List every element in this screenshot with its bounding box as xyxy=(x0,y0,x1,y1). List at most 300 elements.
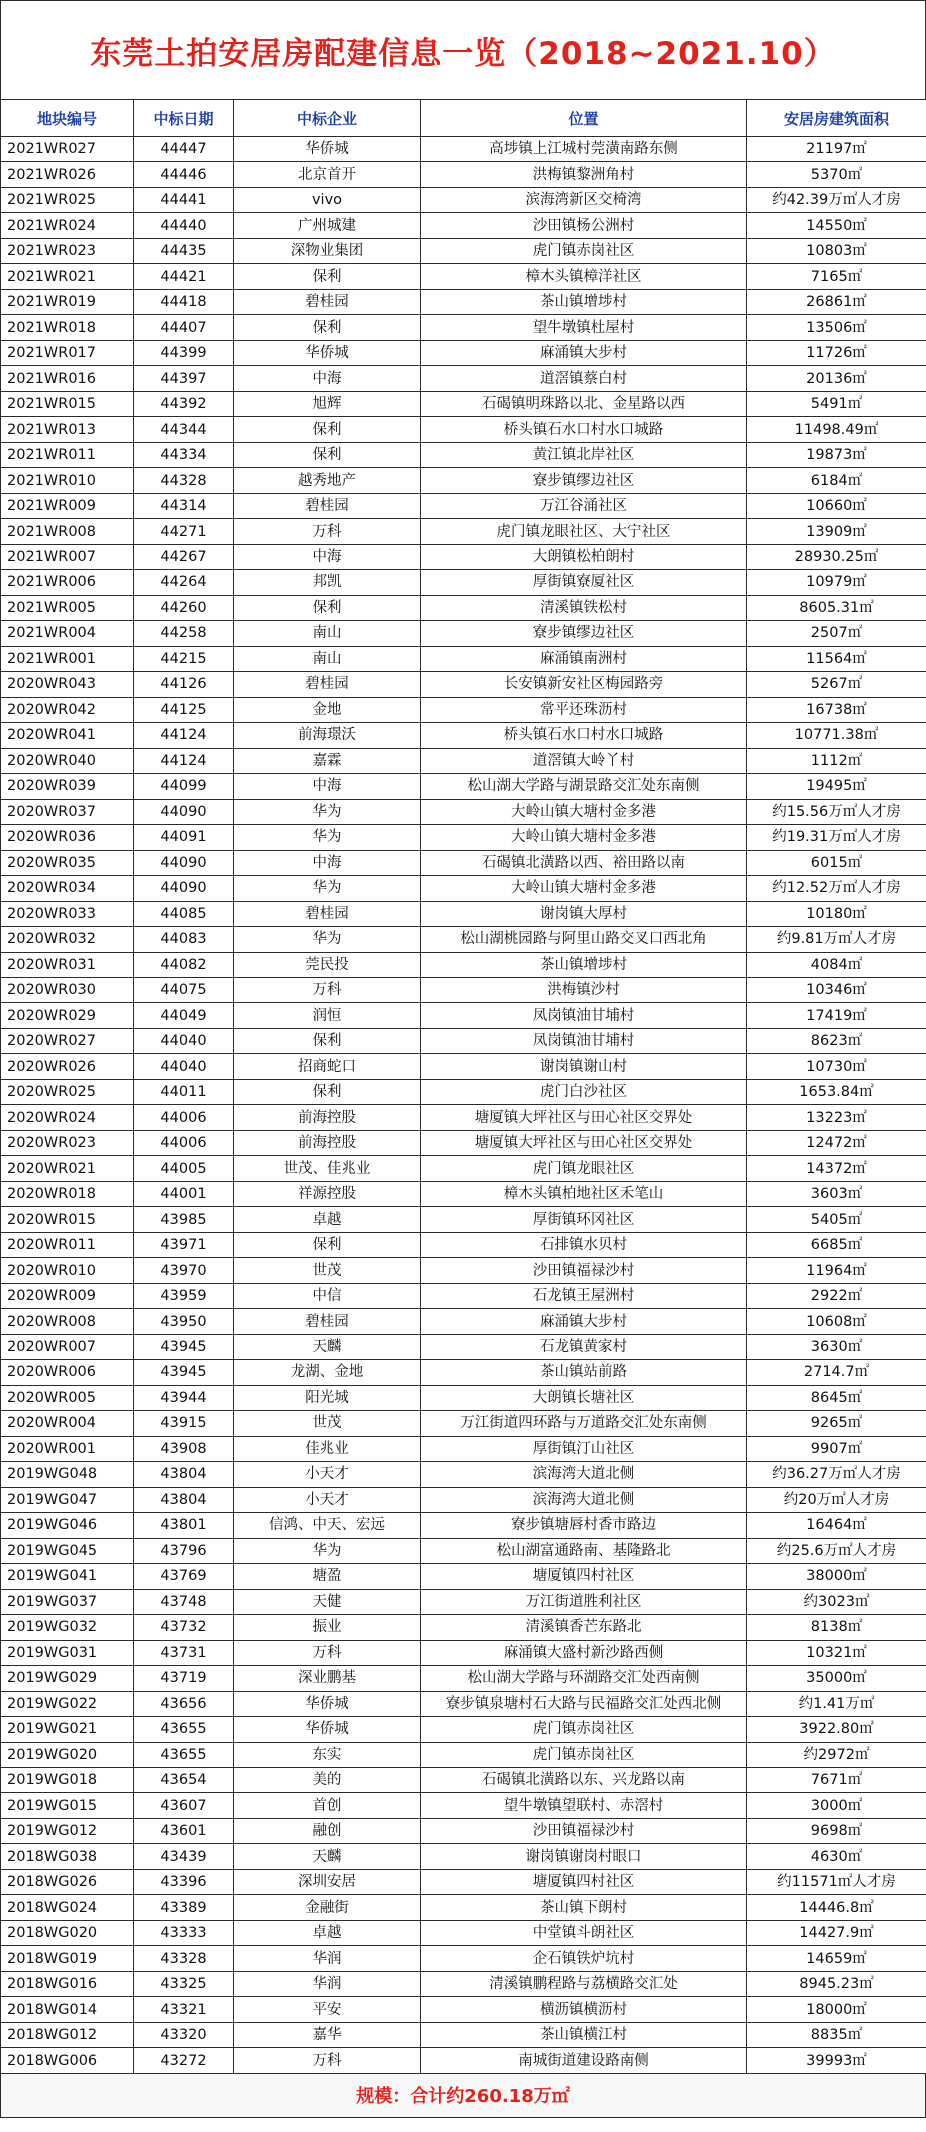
company-cell: 碧桂园 xyxy=(234,901,421,926)
plot-code-cell: 2020WR004 xyxy=(1,1411,134,1436)
table-row xyxy=(1,1844,926,1869)
area-cell: 约20万㎡人才房 xyxy=(747,1487,926,1512)
company-cell: 华侨城 xyxy=(234,340,421,365)
plot-code-cell: 2021WR009 xyxy=(1,493,134,518)
location-cell: 滨海湾大道北侧 xyxy=(421,1462,747,1487)
win-date-cell: 44267 xyxy=(134,544,234,569)
area-cell: 10979㎡ xyxy=(747,570,926,595)
plot-code-cell: 2020WR026 xyxy=(1,1054,134,1079)
company-cell: 华为 xyxy=(234,825,421,850)
plot-code-cell: 2019WG047 xyxy=(1,1487,134,1512)
table-row xyxy=(1,1462,926,1487)
win-date-cell: 43601 xyxy=(134,1818,234,1843)
table-row xyxy=(1,748,926,773)
win-date-cell: 43333 xyxy=(134,1920,234,1945)
table-row xyxy=(1,1130,926,1155)
plot-code-cell: 2019WG048 xyxy=(1,1462,134,1487)
company-cell: 保利 xyxy=(234,1028,421,1053)
win-date-cell: 44090 xyxy=(134,799,234,824)
table-row xyxy=(1,519,926,544)
company-cell: 中海 xyxy=(234,366,421,391)
plot-code-cell: 2018WG038 xyxy=(1,1844,134,1869)
area-cell: 14446.8㎡ xyxy=(747,1895,926,1920)
area-cell: 1112㎡ xyxy=(747,748,926,773)
win-date-cell: 43801 xyxy=(134,1513,234,1538)
plot-code-cell: 2020WR029 xyxy=(1,1003,134,1028)
table-row xyxy=(1,238,926,263)
company-cell: 前海控股 xyxy=(234,1105,421,1130)
company-cell: 华侨城 xyxy=(234,137,421,162)
plot-code-cell: 2020WR011 xyxy=(1,1232,134,1257)
plot-code-cell: 2021WR011 xyxy=(1,442,134,467)
area-cell: 约3023㎡ xyxy=(747,1589,926,1614)
area-cell: 5370㎡ xyxy=(747,162,926,187)
win-date-cell: 43945 xyxy=(134,1334,234,1359)
location-cell: 石排镇水贝村 xyxy=(421,1232,747,1257)
area-cell: 约9.81万㎡人才房 xyxy=(747,927,926,952)
table-row xyxy=(1,1028,926,1053)
table-row xyxy=(1,289,926,314)
company-cell: 振业 xyxy=(234,1615,421,1640)
location-cell: 石碣镇北潢路以西、裕田路以南 xyxy=(421,850,747,875)
company-cell: 碧桂园 xyxy=(234,1309,421,1334)
plot-code-cell: 2020WR018 xyxy=(1,1181,134,1206)
table-row xyxy=(1,468,926,493)
plot-code-cell: 2018WG014 xyxy=(1,1997,134,2022)
win-date-cell: 44124 xyxy=(134,723,234,748)
win-date-cell: 43654 xyxy=(134,1768,234,1793)
plot-code-cell: 2021WR017 xyxy=(1,340,134,365)
win-date-cell: 43719 xyxy=(134,1666,234,1691)
plot-code-cell: 2021WR013 xyxy=(1,417,134,442)
table-row xyxy=(1,723,926,748)
location-cell: 清溪镇鹏程路与荔横路交汇处 xyxy=(421,1971,747,1996)
plot-code-cell: 2019WG015 xyxy=(1,1793,134,1818)
table-row xyxy=(1,264,926,289)
plot-code-cell: 2019WG031 xyxy=(1,1640,134,1665)
location-cell: 黄江镇北岸社区 xyxy=(421,442,747,467)
plot-code-cell: 2020WR035 xyxy=(1,850,134,875)
company-cell: 华侨城 xyxy=(234,1691,421,1716)
table-row xyxy=(1,850,926,875)
company-cell: 卓越 xyxy=(234,1920,421,1945)
win-date-cell: 43804 xyxy=(134,1487,234,1512)
company-cell: 中信 xyxy=(234,1283,421,1308)
company-cell: 华润 xyxy=(234,1971,421,1996)
area-cell: 10660㎡ xyxy=(747,493,926,518)
win-date-cell: 44090 xyxy=(134,876,234,901)
win-date-cell: 43325 xyxy=(134,1971,234,1996)
plot-code-cell: 2020WR033 xyxy=(1,901,134,926)
table-row xyxy=(1,1742,926,1767)
table-row xyxy=(1,1946,926,1971)
location-cell: 石龙镇王屋洲村 xyxy=(421,1283,747,1308)
area-cell: 8605.31㎡ xyxy=(747,595,926,620)
plot-code-cell: 2019WG022 xyxy=(1,1691,134,1716)
location-cell: 寮步镇塘唇村香市路边 xyxy=(421,1513,747,1538)
win-date-cell: 44260 xyxy=(134,595,234,620)
plot-code-cell: 2020WR021 xyxy=(1,1156,134,1181)
company-cell: 旭辉 xyxy=(234,391,421,416)
win-date-cell: 43320 xyxy=(134,2022,234,2047)
plot-code-cell: 2021WR010 xyxy=(1,468,134,493)
area-cell: 约36.27万㎡人才房 xyxy=(747,1462,926,1487)
win-date-cell: 43731 xyxy=(134,1640,234,1665)
area-cell: 3000㎡ xyxy=(747,1793,926,1818)
housing-table xyxy=(0,99,926,2074)
location-cell: 企石镇铁炉坑村 xyxy=(421,1946,747,1971)
win-date-cell: 43950 xyxy=(134,1309,234,1334)
location-cell: 松山湖桃园路与阿里山路交叉口西北角 xyxy=(421,927,747,952)
location-cell: 石碣镇明珠路以北、金星路以西 xyxy=(421,391,747,416)
table-row xyxy=(1,1487,926,1512)
plot-code-cell: 2021WR025 xyxy=(1,187,134,212)
area-cell: 11726㎡ xyxy=(747,340,926,365)
plot-code-cell: 2020WR005 xyxy=(1,1385,134,1410)
table-row xyxy=(1,1793,926,1818)
win-date-cell: 43959 xyxy=(134,1283,234,1308)
location-cell: 厚街镇寮厦社区 xyxy=(421,570,747,595)
area-cell: 约19.31万㎡人才房 xyxy=(747,825,926,850)
company-cell: 世茂、佳兆业 xyxy=(234,1156,421,1181)
company-cell: vivo xyxy=(234,187,421,212)
company-cell: 信鸿、中天、宏远 xyxy=(234,1513,421,1538)
plot-code-cell: 2021WR006 xyxy=(1,570,134,595)
win-date-cell: 43945 xyxy=(134,1360,234,1385)
win-date-cell: 43769 xyxy=(134,1564,234,1589)
title-box xyxy=(0,0,926,99)
location-cell: 常平还珠沥村 xyxy=(421,697,747,722)
plot-code-cell: 2021WR021 xyxy=(1,264,134,289)
plot-code-cell: 2020WR007 xyxy=(1,1334,134,1359)
win-date-cell: 43272 xyxy=(134,2048,234,2073)
company-cell: 莞民投 xyxy=(234,952,421,977)
plot-code-cell: 2018WG024 xyxy=(1,1895,134,1920)
location-cell: 谢岗镇谢岗村眼口 xyxy=(421,1844,747,1869)
plot-code-cell: 2020WR034 xyxy=(1,876,134,901)
location-cell: 长安镇新安社区梅园路旁 xyxy=(421,672,747,697)
company-cell: 邦凯 xyxy=(234,570,421,595)
plot-code-cell: 2020WR009 xyxy=(1,1283,134,1308)
area-cell: 6685㎡ xyxy=(747,1232,926,1257)
company-cell: 华为 xyxy=(234,799,421,824)
win-date-cell: 43944 xyxy=(134,1385,234,1410)
win-date-cell: 44264 xyxy=(134,570,234,595)
location-cell: 寮步镇缪边社区 xyxy=(421,468,747,493)
table-row xyxy=(1,187,926,212)
plot-code-cell: 2019WG018 xyxy=(1,1768,134,1793)
win-date-cell: 44005 xyxy=(134,1156,234,1181)
location-cell: 麻涌镇大步村 xyxy=(421,1309,747,1334)
area-cell: 19873㎡ xyxy=(747,442,926,467)
plot-code-cell: 2020WR039 xyxy=(1,774,134,799)
win-date-cell: 44126 xyxy=(134,672,234,697)
table-row xyxy=(1,1818,926,1843)
location-cell: 南城街道建设路南侧 xyxy=(421,2048,747,2073)
table-row xyxy=(1,621,926,646)
plot-code-cell: 2020WR015 xyxy=(1,1207,134,1232)
win-date-cell: 43915 xyxy=(134,1411,234,1436)
company-cell: 南山 xyxy=(234,621,421,646)
plot-code-cell: 2020WR025 xyxy=(1,1079,134,1104)
table-row xyxy=(1,1436,926,1461)
location-cell: 沙田镇福禄沙村 xyxy=(421,1258,747,1283)
total-text: 规模：合计约260.18万㎡ xyxy=(356,2086,570,2108)
plot-code-cell: 2020WR010 xyxy=(1,1258,134,1283)
area-cell: 20136㎡ xyxy=(747,366,926,391)
win-date-cell: 44440 xyxy=(134,213,234,238)
area-cell: 5491㎡ xyxy=(747,391,926,416)
location-cell: 沙田镇杨公洲村 xyxy=(421,213,747,238)
company-cell: 中海 xyxy=(234,774,421,799)
area-cell: 3630㎡ xyxy=(747,1334,926,1359)
location-cell: 塘厦镇大坪社区与田心社区交界处 xyxy=(421,1105,747,1130)
area-cell: 约25.6万㎡人才房 xyxy=(747,1538,926,1563)
location-cell: 道滘镇大岭丫村 xyxy=(421,748,747,773)
location-cell: 望牛墩镇杜屋村 xyxy=(421,315,747,340)
company-cell: 华侨城 xyxy=(234,1717,421,1742)
plot-code-cell: 2021WR018 xyxy=(1,315,134,340)
company-cell: 润恒 xyxy=(234,1003,421,1028)
win-date-cell: 44006 xyxy=(134,1105,234,1130)
win-date-cell: 43439 xyxy=(134,1844,234,1869)
win-date-cell: 43971 xyxy=(134,1232,234,1257)
area-cell: 约42.39万㎡人才房 xyxy=(747,187,926,212)
table-row xyxy=(1,1971,926,1996)
company-cell: 保利 xyxy=(234,1079,421,1104)
header-plot-code: 地块编号 xyxy=(1,100,134,137)
location-cell: 松山湖大学路与环湖路交汇处西南侧 xyxy=(421,1666,747,1691)
location-cell: 茶山镇下朗村 xyxy=(421,1895,747,1920)
plot-code-cell: 2020WR024 xyxy=(1,1105,134,1130)
area-cell: 9698㎡ xyxy=(747,1818,926,1843)
company-cell: 招商蛇口 xyxy=(234,1054,421,1079)
location-cell: 望牛墩镇望联村、赤滘村 xyxy=(421,1793,747,1818)
plot-code-cell: 2021WR001 xyxy=(1,646,134,671)
company-cell: 龙湖、金地 xyxy=(234,1360,421,1385)
plot-code-cell: 2021WR019 xyxy=(1,289,134,314)
area-cell: 2507㎡ xyxy=(747,621,926,646)
table-row xyxy=(1,1513,926,1538)
plot-code-cell: 2020WR027 xyxy=(1,1028,134,1053)
table-row xyxy=(1,876,926,901)
area-cell: 9265㎡ xyxy=(747,1411,926,1436)
location-cell: 虎门镇赤岗社区 xyxy=(421,238,747,263)
plot-code-cell: 2019WG045 xyxy=(1,1538,134,1563)
location-cell: 茶山镇增埗村 xyxy=(421,289,747,314)
area-cell: 10803㎡ xyxy=(747,238,926,263)
area-cell: 6184㎡ xyxy=(747,468,926,493)
win-date-cell: 44397 xyxy=(134,366,234,391)
location-cell: 谢岗镇谢山村 xyxy=(421,1054,747,1079)
area-cell: 4630㎡ xyxy=(747,1844,926,1869)
win-date-cell: 43804 xyxy=(134,1462,234,1487)
area-cell: 14427.9㎡ xyxy=(747,1920,926,1945)
win-date-cell: 43748 xyxy=(134,1589,234,1614)
win-date-cell: 44271 xyxy=(134,519,234,544)
company-cell: 平安 xyxy=(234,1997,421,2022)
area-cell: 6015㎡ xyxy=(747,850,926,875)
area-cell: 8645㎡ xyxy=(747,1385,926,1410)
company-cell: 中海 xyxy=(234,544,421,569)
area-cell: 21197㎡ xyxy=(747,137,926,162)
location-cell: 谢岗镇大厚村 xyxy=(421,901,747,926)
table-row xyxy=(1,799,926,824)
header-location: 位置 xyxy=(421,100,747,137)
company-cell: 世茂 xyxy=(234,1258,421,1283)
win-date-cell: 44421 xyxy=(134,264,234,289)
company-cell: 佳兆业 xyxy=(234,1436,421,1461)
area-cell: 约12.52万㎡人才房 xyxy=(747,876,926,901)
company-cell: 天健 xyxy=(234,1589,421,1614)
win-date-cell: 43389 xyxy=(134,1895,234,1920)
table-row xyxy=(1,1411,926,1436)
table-row xyxy=(1,1895,926,1920)
table-row xyxy=(1,1309,926,1334)
win-date-cell: 44075 xyxy=(134,977,234,1002)
plot-code-cell: 2020WR037 xyxy=(1,799,134,824)
plot-code-cell: 2018WG016 xyxy=(1,1971,134,1996)
win-date-cell: 43970 xyxy=(134,1258,234,1283)
table-body xyxy=(1,137,926,2074)
location-cell: 虎门镇龙眼社区 xyxy=(421,1156,747,1181)
table-row xyxy=(1,1589,926,1614)
location-cell: 洪梅镇黎洲角村 xyxy=(421,162,747,187)
plot-code-cell: 2020WR036 xyxy=(1,825,134,850)
table-row xyxy=(1,442,926,467)
area-cell: 26861㎡ xyxy=(747,289,926,314)
win-date-cell: 43328 xyxy=(134,1946,234,1971)
plot-code-cell: 2019WG037 xyxy=(1,1589,134,1614)
win-date-cell: 44328 xyxy=(134,468,234,493)
location-cell: 塘厦镇四村社区 xyxy=(421,1564,747,1589)
win-date-cell: 44407 xyxy=(134,315,234,340)
table-row xyxy=(1,570,926,595)
company-cell: 融创 xyxy=(234,1818,421,1843)
table-row xyxy=(1,1691,926,1716)
area-cell: 28930.25㎡ xyxy=(747,544,926,569)
win-date-cell: 44314 xyxy=(134,493,234,518)
area-cell: 10180㎡ xyxy=(747,901,926,926)
table-row xyxy=(1,927,926,952)
location-cell: 寮步镇缪边社区 xyxy=(421,621,747,646)
location-cell: 万江街道胜利社区 xyxy=(421,1589,747,1614)
location-cell: 松山湖富通路南、基隆路北 xyxy=(421,1538,747,1563)
location-cell: 虎门镇赤岗社区 xyxy=(421,1717,747,1742)
location-cell: 清溪镇香芒东路北 xyxy=(421,1615,747,1640)
company-cell: 祥源控股 xyxy=(234,1181,421,1206)
table-row xyxy=(1,595,926,620)
win-date-cell: 43321 xyxy=(134,1997,234,2022)
location-cell: 石碣镇北潢路以东、兴龙路以南 xyxy=(421,1768,747,1793)
win-date-cell: 44441 xyxy=(134,187,234,212)
plot-code-cell: 2021WR008 xyxy=(1,519,134,544)
area-cell: 38000㎡ xyxy=(747,1564,926,1589)
company-cell: 深业鹏基 xyxy=(234,1666,421,1691)
area-cell: 8945.23㎡ xyxy=(747,1971,926,1996)
company-cell: 金融街 xyxy=(234,1895,421,1920)
table-row xyxy=(1,1768,926,1793)
header-win-date: 中标日期 xyxy=(134,100,234,137)
plot-code-cell: 2020WR023 xyxy=(1,1130,134,1155)
location-cell: 虎门白沙社区 xyxy=(421,1079,747,1104)
location-cell: 麻涌镇大盛村新沙路西侧 xyxy=(421,1640,747,1665)
company-cell: 碧桂园 xyxy=(234,493,421,518)
plot-code-cell: 2021WR005 xyxy=(1,595,134,620)
plot-code-cell: 2021WR027 xyxy=(1,137,134,162)
area-cell: 17419㎡ xyxy=(747,1003,926,1028)
area-cell: 9907㎡ xyxy=(747,1436,926,1461)
plot-code-cell: 2018WG006 xyxy=(1,2048,134,2073)
table-row xyxy=(1,1385,926,1410)
area-cell: 14659㎡ xyxy=(747,1946,926,1971)
win-date-cell: 44082 xyxy=(134,952,234,977)
win-date-cell: 44099 xyxy=(134,774,234,799)
win-date-cell: 44399 xyxy=(134,340,234,365)
plot-code-cell: 2019WG021 xyxy=(1,1717,134,1742)
header-area: 安居房建筑面积 xyxy=(747,100,926,137)
table-row xyxy=(1,1666,926,1691)
table-row xyxy=(1,1258,926,1283)
company-cell: 广州城建 xyxy=(234,213,421,238)
win-date-cell: 44258 xyxy=(134,621,234,646)
plot-code-cell: 2018WG012 xyxy=(1,2022,134,2047)
area-cell: 16464㎡ xyxy=(747,1513,926,1538)
company-cell: 前海控股 xyxy=(234,1130,421,1155)
table-row xyxy=(1,774,926,799)
table-row xyxy=(1,1920,926,1945)
location-cell: 茶山镇横江村 xyxy=(421,2022,747,2047)
table-row xyxy=(1,340,926,365)
location-cell: 清溪镇铁松村 xyxy=(421,595,747,620)
location-cell: 桥头镇石水口村水口城路 xyxy=(421,417,747,442)
location-cell: 凤岗镇油甘埔村 xyxy=(421,1028,747,1053)
plot-code-cell: 2020WR006 xyxy=(1,1360,134,1385)
table-row xyxy=(1,391,926,416)
plot-code-cell: 2020WR031 xyxy=(1,952,134,977)
table-row xyxy=(1,977,926,1002)
company-cell: 保利 xyxy=(234,1232,421,1257)
location-cell: 麻涌镇大步村 xyxy=(421,340,747,365)
company-cell: 保利 xyxy=(234,264,421,289)
plot-code-cell: 2019WG020 xyxy=(1,1742,134,1767)
plot-code-cell: 2018WG020 xyxy=(1,1920,134,1945)
company-cell: 碧桂园 xyxy=(234,289,421,314)
win-date-cell: 43796 xyxy=(134,1538,234,1563)
location-cell: 茶山镇站前路 xyxy=(421,1360,747,1385)
location-cell: 塘厦镇四村社区 xyxy=(421,1869,747,1894)
header-row xyxy=(1,100,926,137)
plot-code-cell: 2020WR030 xyxy=(1,977,134,1002)
area-cell: 10730㎡ xyxy=(747,1054,926,1079)
location-cell: 厚街镇环冈社区 xyxy=(421,1207,747,1232)
table-row xyxy=(1,1564,926,1589)
table-row xyxy=(1,1334,926,1359)
table-row xyxy=(1,2048,926,2073)
area-cell: 8835㎡ xyxy=(747,2022,926,2047)
win-date-cell: 43732 xyxy=(134,1615,234,1640)
company-cell: 小天才 xyxy=(234,1462,421,1487)
area-cell: 3603㎡ xyxy=(747,1181,926,1206)
win-date-cell: 44446 xyxy=(134,162,234,187)
table-row xyxy=(1,137,926,162)
table-row xyxy=(1,417,926,442)
company-cell: 保利 xyxy=(234,315,421,340)
table-row xyxy=(1,1717,926,1742)
win-date-cell: 44418 xyxy=(134,289,234,314)
table-row xyxy=(1,1105,926,1130)
area-cell: 约1.41万㎡ xyxy=(747,1691,926,1716)
